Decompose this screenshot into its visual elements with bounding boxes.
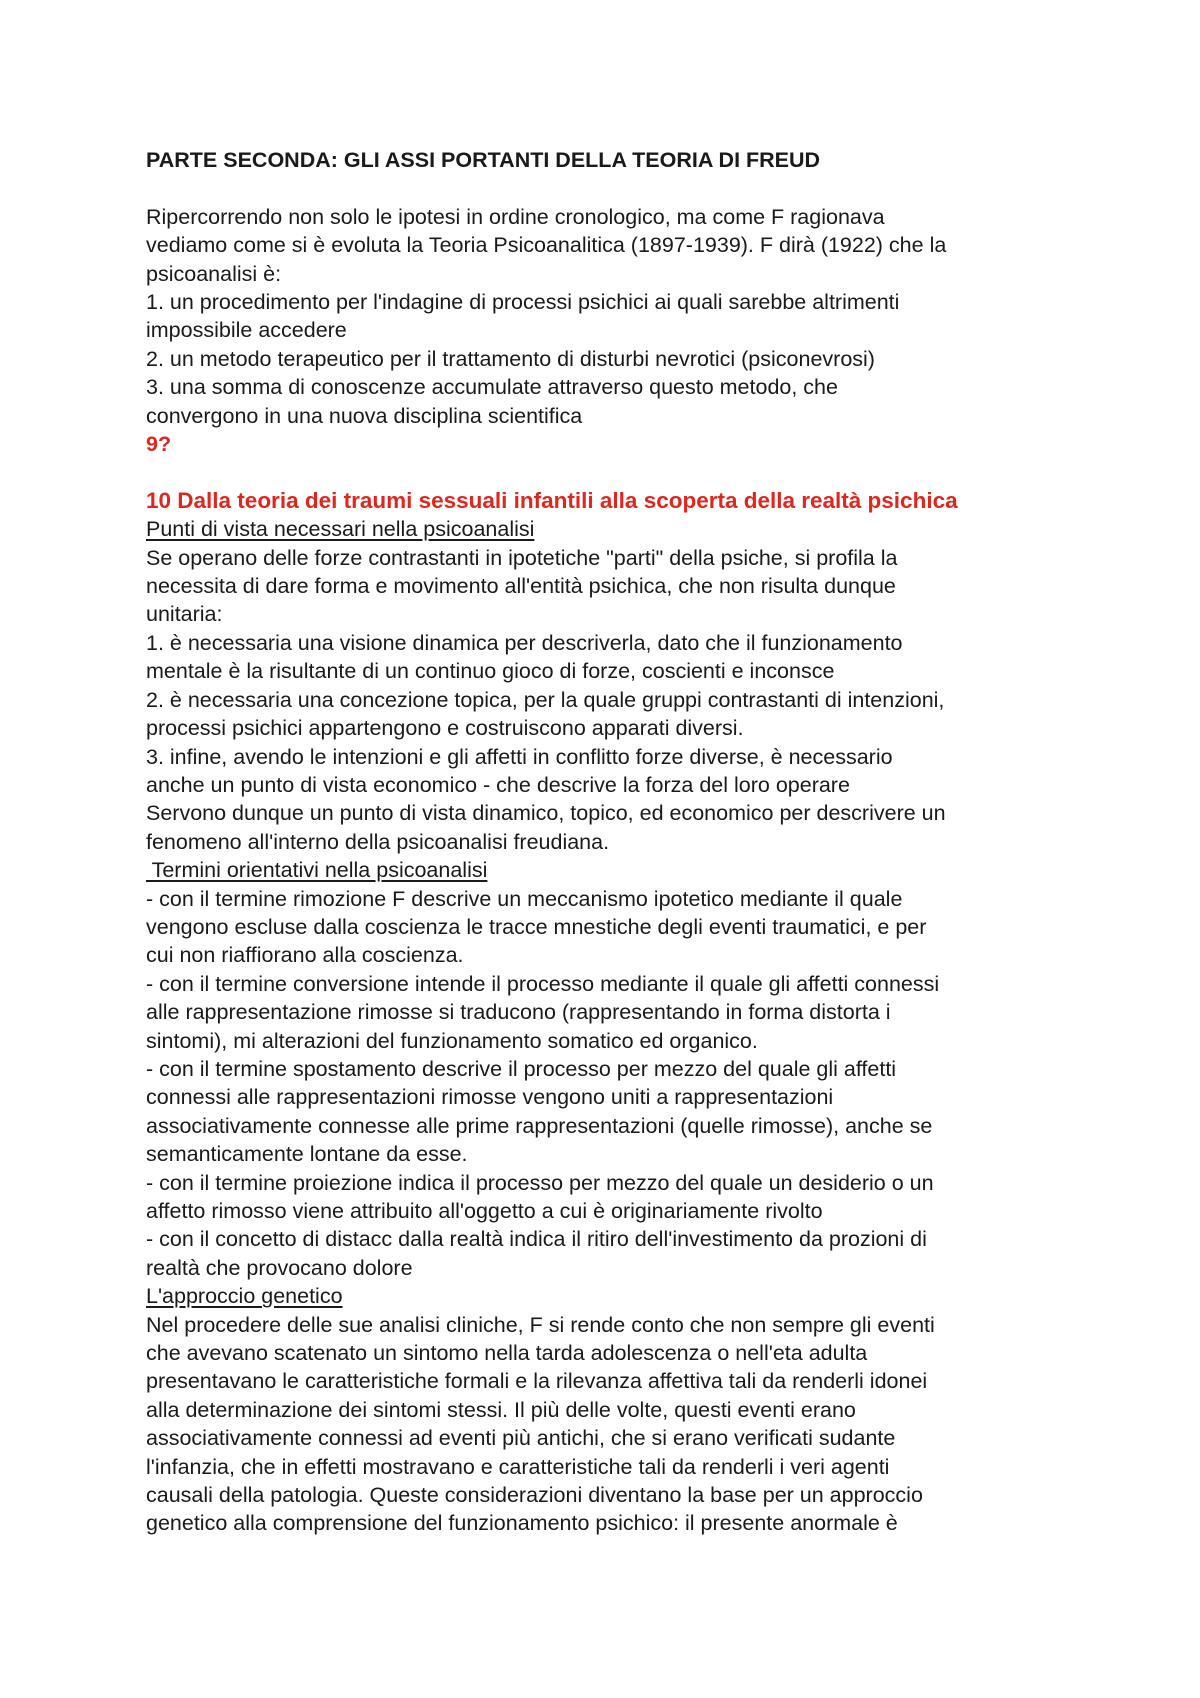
document-body	[146, 146, 1076, 1538]
text-line: fenomeno all'interno della psicoanalisi freudiana.	[146, 829, 610, 854]
text-line: - con il termine proiezione indica il processo per mezzo del quale un desiderio o un	[146, 1170, 934, 1195]
text-line: Se operano delle forze contrastanti in ipotetiche "parti" della psiche, si profila la	[146, 545, 898, 570]
text-line: unitaria:	[146, 602, 223, 627]
text-line: causali della patologia. Queste considerazioni diventano la base per un approccio	[146, 1483, 923, 1508]
text-line: Servono dunque un punto di vista dinamico, topico, ed economico per descrivere un	[146, 801, 946, 826]
subheading-termini-orientativi	[146, 856, 1076, 884]
text-line: 3. una somma di conoscenze accumulate attraverso questo metodo, che	[146, 375, 838, 400]
text-line: mentale è la risultante di un continuo gioco di forze, coscienti e inconsce	[146, 659, 835, 684]
text-line: associativamente connesse alle prime rappresentazioni (quelle rimosse), anche se	[146, 1113, 933, 1138]
document-title: PARTE SECONDA: GLI ASSI PORTANTI DELLA TEORIA DI FREUD	[146, 148, 821, 172]
spacer	[146, 174, 1076, 202]
text-line: presentavano le caratteristiche formali e la rilevanza affettiva tali da renderli idonei	[146, 1369, 928, 1394]
text-line: alle rappresentazione rimosse si traducono (rappresentando in forma distorta i	[146, 1000, 891, 1025]
section-10-heading: 10 Dalla teoria dei traumi sessuali infantili alla scoperta della realtà psichica	[146, 487, 958, 513]
section-marker-9: 9?	[146, 432, 172, 457]
text-line: - con il termine conversione intende il processo mediante il quale gli affetti connessi	[146, 971, 940, 996]
text-line: realtà che provocano dolore	[146, 1255, 413, 1280]
text-line: 1. è necessaria una visione dinamica per descriverla, dato che il funzionamento	[146, 630, 903, 655]
text-line: sintomi), mi alterazioni del funzionamento somatico ed organico.	[146, 1028, 758, 1053]
text-line: affetto rimosso viene attribuito all'oggetto a cui è originariamente rivolto	[146, 1199, 823, 1223]
text-line: genetico alla comprensione del funzionamento psichico: il presente anormale è	[146, 1511, 898, 1536]
text-line: - con il termine spostamento descrive il processo per mezzo del quale gli affetti	[146, 1056, 897, 1081]
text-line: Ripercorrendo non solo le ipotesi in ordine cronologico, ma come F ragionava	[146, 204, 885, 229]
text-line: cui non riaffiorano alla coscienza.	[146, 943, 464, 968]
text-line: necessita di dare forma e movimento all'entità psichica, che non risulta dunque	[146, 574, 896, 599]
paragraph-punti-di-vista	[146, 544, 1076, 856]
subheading-text: Punti di vista necessari nella psicoanalisi	[146, 517, 535, 542]
text-line: 2. un metodo terapeutico per il trattamento di disturbi nevrotici (psiconevrosi)	[146, 346, 875, 371]
text-line: associativamente connessi ad eventi più antichi, che si erano verificati sudante	[146, 1426, 896, 1451]
text-line: vediamo come si è evoluta la Teoria Psicoanalitica (1897-1939). F dirà (1922) che la	[146, 233, 947, 258]
text-line: Nel procedere delle sue analisi cliniche, F si rende conto che non sempre gli eventi	[146, 1312, 935, 1337]
subheading-approccio-genetico	[146, 1282, 1076, 1310]
spacer	[146, 458, 1076, 486]
text-line: - con il concetto di distacc dalla realtà indica il ritiro dell'investimento da prozioni di	[146, 1227, 927, 1252]
text-line: che avevano scatenato un sintomo nella tarda adolescenza o nell'eta adulta	[146, 1341, 868, 1366]
text-line: vengono escluse dalla coscienza le tracce mnestiche degli eventi traumatici, e per	[146, 914, 927, 939]
intro-paragraph	[146, 203, 1076, 430]
text-line: l'infanzia, che in effetti mostravano e caratteristiche tali da renderli i veri agenti	[146, 1454, 890, 1479]
text-line: impossibile accedere	[146, 318, 347, 343]
text-line: 3. infine, avendo le intenzioni e gli affetti in conflitto forze diverse, è necessario	[146, 744, 893, 769]
subheading-text: L'approccio genetico	[146, 1284, 343, 1309]
text-line: 2. è necessaria una concezione topica, per la quale gruppi contrastanti di intenzioni,	[146, 687, 945, 712]
text-line: - con il termine rimozione F descrive un meccanismo ipotetico mediante il quale	[146, 886, 903, 911]
text-line: 1. un procedimento per l'indagine di processi psichici ai quali sarebbe altrimenti	[146, 290, 900, 315]
text-line: anche un punto di vista economico - che descrive la forza del loro operare	[146, 772, 850, 797]
text-line: convergono in una nuova disciplina scientifica	[146, 403, 583, 428]
paragraph-approccio-genetico	[146, 1311, 1076, 1538]
subheading-punti-di-vista	[146, 515, 1076, 543]
text-line: alla determinazione dei sintomi stessi. Il più delle volte, questi eventi erano	[146, 1397, 856, 1422]
subheading-text: Termini orientativi nella psicoanalisi	[146, 858, 488, 883]
paragraph-termini-orientativi	[146, 885, 1076, 1283]
text-line: processi psichici appartengono e costruiscono apparati diversi.	[146, 716, 744, 741]
text-line: psicoanalisi è:	[146, 261, 282, 286]
text-line: semanticamente lontane da esse.	[146, 1142, 468, 1167]
text-line: connessi alle rappresentazioni rimosse vengono uniti a rappresentazioni	[146, 1085, 834, 1110]
